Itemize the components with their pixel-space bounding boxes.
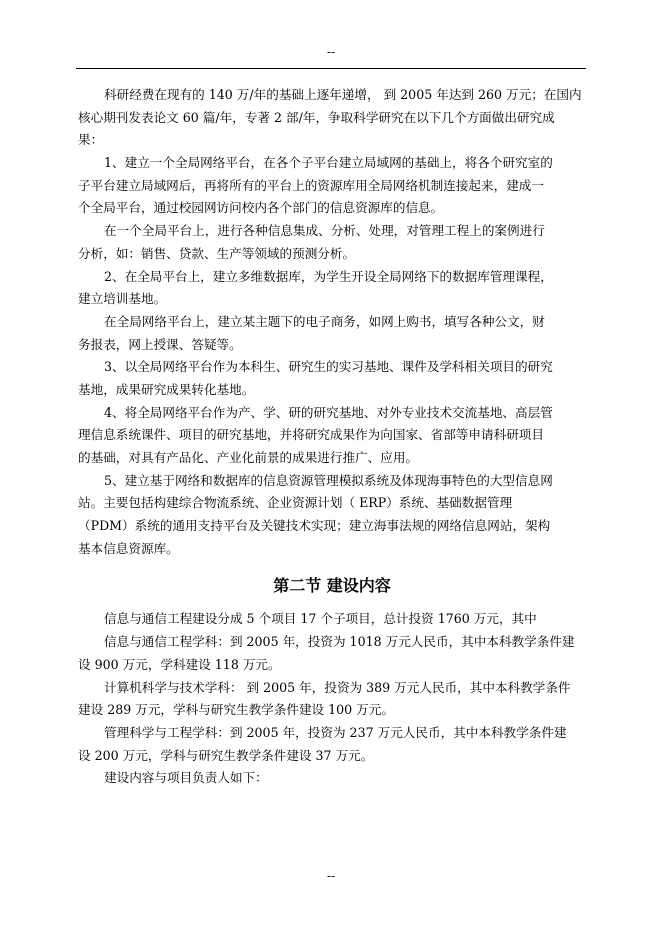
page-footer: -- <box>326 869 336 883</box>
page-header: -- <box>326 45 336 59</box>
text-line: 站。主要包括构建综合物流系统、企业资源计划（ ERP）系统、基础数据管理 <box>78 495 513 511</box>
text-line: 在全局网络平台上，建立某主题下的电子商务，如网上购书，填写各种公文，财 <box>104 313 545 329</box>
text-line: 建立培训基地。 <box>78 291 167 307</box>
section-title: 第二节 建设内容 <box>273 576 391 596</box>
header-rule <box>76 68 586 69</box>
text-line: 分析，如：销售、贷款、生产等领域的预测分析。 <box>78 245 356 261</box>
text-line: 科研经费在现有的 140 万/年的基础上逐年递增， 到 2005 年达到 260 万元；在国内 <box>104 87 582 102</box>
text-line: 基地，成果研究成果转化基地。 <box>78 381 255 397</box>
text-line: 计算机科学与技术学科： 到 2005 年，投资为 389 万元人民币，其中本科教学条件 <box>104 679 571 695</box>
text-line: 理信息系统课件、项目的研究基地，并将研究成果作为向国家、省部等申请科研项目 <box>78 427 544 443</box>
text-line: 建设 289 万元，学科与研究生教学条件建设 100 万元。 <box>78 702 394 718</box>
text-line: 核心期刊发表论文 60 篇/年，专著 2 部/年，争取科学研究在以下几个方面做出研究成 <box>78 109 555 125</box>
text-line: 4、将全局网络平台作为产、学、研的研究基地、对外专业技术交流基地、高层管 <box>104 404 553 420</box>
text-line: （PDM）系统的通用支持平台及关键技术实现；建立海事法规的网络信息网站，架构 <box>78 518 551 534</box>
body-section-1 <box>78 84 586 560</box>
text-line: 3、以全局网络平台作为本科生、研究生的实习基地、课件及学科相关项目的研究 <box>104 359 553 375</box>
text-line: 的基础，对具有产品化、产业化前景的成果进行推广、应用。 <box>78 450 419 465</box>
text-line: 信息与通信工程学科：到 2005 年，投资为 1018 万元人民币，其中本科教学条件建 <box>104 634 575 650</box>
text-line: 基本信息资源库。 <box>78 540 179 556</box>
text-line: 信息与通信工程建设分成 5 个项目 17 个子项目，总计投资 1760 万元，其中 <box>104 611 537 627</box>
text-line: 设 900 万元，学科建设 118 万元。 <box>78 656 281 672</box>
text-line: 设 200 万元，学科与研究生教学条件建设 37 万元。 <box>78 747 374 763</box>
text-line: 建设内容与项目负责人如下： <box>104 770 268 786</box>
text-line: 5、建立基于网络和数据库的信息资源管理模拟系统及体现海事特色的大型信息网 <box>104 472 553 488</box>
text-line: 1、建立一个全局网络平台，在各个子平台建立局域网的基础上，将各个研究室的 <box>104 155 553 171</box>
text-line: 果： <box>78 132 104 148</box>
document-body <box>78 84 586 790</box>
body-section-2 <box>78 608 586 790</box>
text-line: 管理科学与工程学科：到 2005 年，投资为 237 万元人民币，其中本科教学条件建 <box>104 724 567 740</box>
text-line: 在一个全局平台上，进行各种信息集成、分析、处理，对管理工程上的案例进行 <box>104 223 545 239</box>
text-line: 个全局平台，通过校园网访问校内各个部门的信息资源库的信息。 <box>78 200 444 216</box>
text-line: 务报表，网上授课、答疑等。 <box>78 336 242 352</box>
text-line: 2、在全局平台上，建立多维数据库，为学生开设全局网络下的数据库管理课程， <box>104 268 553 284</box>
text-line: 子平台建立局域网后，再将所有的平台上的资源库用全局网络机制连接起来，建成一 <box>78 177 544 193</box>
